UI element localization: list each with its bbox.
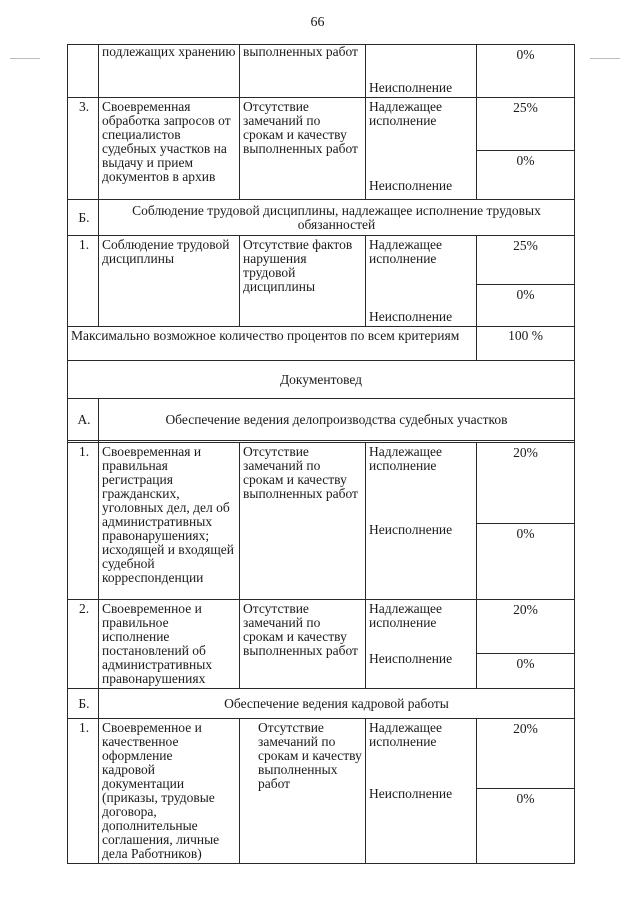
row-number-cell	[68, 45, 99, 98]
section-title: Соблюдение трудовой дисциплины, надлежащее исполнение трудовых обязанностей	[99, 200, 575, 236]
page-number: 66	[310, 15, 325, 30]
section-title: Обеспечение ведения делопроизводства судебных участков	[99, 399, 575, 441]
percent-cell	[477, 600, 575, 689]
status-nonperformance: Неисполнение	[369, 651, 453, 666]
criterion-cell: Своевременная обработка запросов от специалистов судебных участков на выдачу и прием документов в архив	[99, 98, 240, 200]
status-nonperformance: Неисполнение	[369, 522, 453, 537]
percent-proper: 25%	[513, 238, 538, 253]
status-nonperformance: Неисполнение	[369, 178, 453, 193]
section-letter: Б.	[68, 200, 99, 236]
row-number: 2.	[68, 600, 99, 689]
percent-nonperformance: 0%	[477, 788, 574, 850]
percent-nonperformance: 0%	[477, 284, 574, 325]
section-header-row	[68, 689, 575, 719]
section-letter: Б.	[68, 689, 99, 719]
percent-cell	[477, 719, 575, 864]
status-cell	[366, 45, 477, 98]
percent-cell	[477, 443, 575, 600]
percent-proper: 20%	[513, 445, 538, 460]
section-header-row	[68, 200, 575, 236]
total-row	[68, 327, 575, 361]
scan-artifact-left	[10, 58, 40, 59]
percent-nonperformance: 0%	[477, 150, 574, 194]
percent-cell	[477, 236, 575, 327]
table-row	[68, 719, 575, 864]
status-nonperformance: Неисполнение	[369, 786, 453, 801]
indicator-cell: выполненных работ	[240, 45, 366, 98]
indicator-cell: Отсутствие замечаний по срокам и качеству выполненных работ	[240, 98, 366, 200]
status-cell	[366, 98, 477, 200]
percent-proper: 25%	[513, 100, 538, 115]
row-number: 3.	[68, 98, 99, 200]
status-proper: Надлежащее исполнение	[369, 237, 443, 266]
status-cell	[366, 719, 477, 864]
section-title: Обеспечение ведения кадровой работы	[99, 689, 575, 719]
table-row	[68, 98, 575, 200]
status-nonperformance: Неисполнение	[369, 80, 453, 95]
criteria-table	[67, 44, 575, 864]
table-row	[68, 443, 575, 600]
criterion-cell: Своевременное и правильное исполнение постановлений об административных правонарушениях	[99, 600, 240, 689]
status-cell	[366, 600, 477, 689]
role-title: Документовед	[68, 361, 575, 399]
percent-proper: 20%	[513, 721, 538, 736]
status-proper: Надлежащее исполнение	[369, 601, 443, 630]
total-value: 100 %	[477, 327, 575, 361]
percent-value: 0%	[516, 47, 535, 62]
table-row	[68, 236, 575, 327]
indicator-cell: Отсутствие замечаний по срокам и качеству выполненных работ	[240, 600, 366, 689]
table-row	[68, 600, 575, 689]
status-proper: Надлежащее исполнение	[369, 720, 443, 749]
criterion-cell: Своевременная и правильная регистрация гражданских, уголовных дел, дел об административных правонарушениях; исходящей и входящей судебной корреспонденции	[99, 443, 240, 600]
section-letter: А.	[68, 399, 99, 441]
table-row-continued	[68, 45, 575, 98]
percent-cell	[477, 45, 575, 98]
criterion-cell: Соблюдение трудовой дисциплины	[99, 236, 240, 327]
percent-nonperformance: 0%	[477, 523, 574, 598]
percent-nonperformance: 0%	[477, 653, 574, 687]
status-proper: Надлежащее исполнение	[369, 99, 443, 128]
status-proper: Надлежащее исполнение	[369, 444, 443, 473]
percent-proper: 20%	[513, 602, 538, 617]
row-number: 1.	[68, 443, 99, 600]
indicator-cell: Отсутствие замечаний по срокам и качеству выполненных работ	[240, 443, 366, 600]
row-number: 1.	[68, 236, 99, 327]
row-number: 1.	[68, 719, 99, 864]
section-header-row	[68, 399, 575, 441]
total-label: Максимально возможное количество процентов по всем критериям	[68, 327, 477, 361]
criterion-cell: Своевременное и качественное оформление кадровой документации (приказы, трудовые договора, дополнительные соглашения, личные дела Работников)	[99, 719, 240, 864]
status-nonperformance: Неисполнение	[369, 309, 453, 324]
indicator-cell: Отсутствие фактов нарушения трудовой дисциплины	[240, 236, 366, 327]
role-header-row	[68, 361, 575, 399]
status-cell	[366, 236, 477, 327]
scan-artifact-right	[590, 58, 620, 59]
percent-cell	[477, 98, 575, 200]
indicator-cell: Отсутствие замечаний по срокам и качеству выполненных работ	[240, 719, 366, 864]
status-cell	[366, 443, 477, 600]
criterion-cell: подлежащих хранению	[99, 45, 240, 98]
